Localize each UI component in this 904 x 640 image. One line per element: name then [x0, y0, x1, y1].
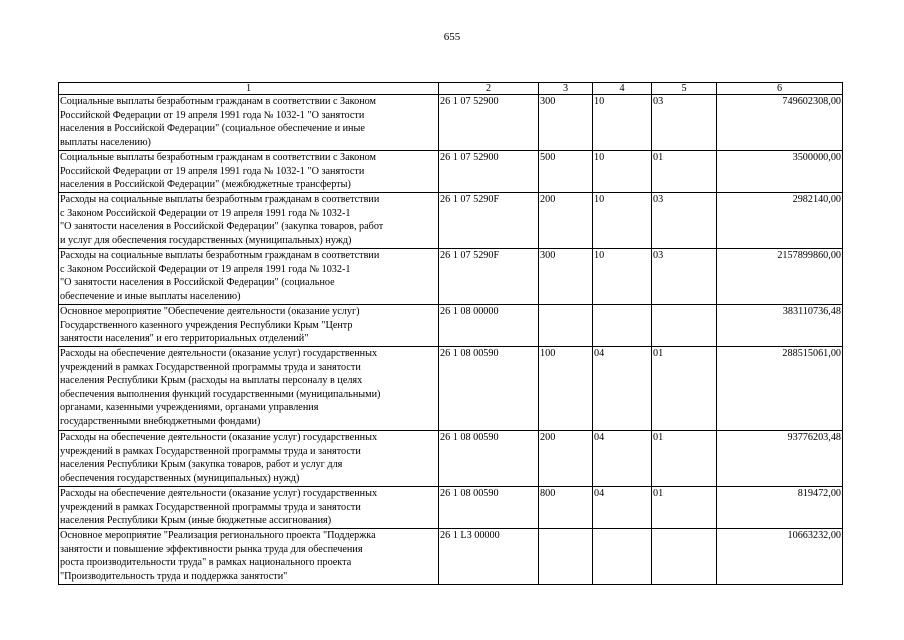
row-code: 26 1 07 52900: [439, 151, 539, 193]
row-subsection: [652, 529, 717, 585]
row-section: 04: [593, 487, 652, 529]
row-section: 10: [593, 193, 652, 249]
row-subsection: 03: [652, 95, 717, 151]
row-code: 26 1 08 00590: [439, 347, 539, 431]
row-section: [593, 529, 652, 585]
row-amount: 819472,00: [717, 487, 843, 529]
row-description: Основное мероприятие "Обеспечение деятельности (оказание услуг) Государственного казенного учреждения Республики Крым "Центр занятости населения" и его территориальных отделений": [59, 305, 439, 347]
row-expense-type: 800: [539, 487, 593, 529]
row-amount: 749602308,00: [717, 95, 843, 151]
row-expense-type: 200: [539, 431, 593, 487]
page-number: 655: [443, 31, 461, 43]
row-code: 26 1 08 00590: [439, 487, 539, 529]
row-subsection: 01: [652, 487, 717, 529]
row-subsection: 03: [652, 193, 717, 249]
row-amount: 10663232,00: [717, 529, 843, 585]
row-expense-type: 300: [539, 95, 593, 151]
row-code: 26 1 08 00590: [439, 431, 539, 487]
row-section: 04: [593, 347, 652, 431]
row-subsection: 01: [652, 347, 717, 431]
table-row: [59, 249, 843, 305]
row-amount: 383110736,48: [717, 305, 843, 347]
row-expense-type: 200: [539, 193, 593, 249]
row-subsection: 03: [652, 249, 717, 305]
row-description: Социальные выплаты безработным гражданам в соответствии с Законом Российской Федерации от 19 апреля 1991 года № 1032-1 "О занятости населения в Российской Федерации" (межбюджетные трансферты): [59, 151, 439, 193]
row-code: 26 1 07 5290F: [439, 249, 539, 305]
row-subsection: 01: [652, 151, 717, 193]
row-code: 26 1 L3 00000: [439, 529, 539, 585]
table-row: [59, 305, 843, 347]
row-section: 10: [593, 95, 652, 151]
row-amount: 93776203,48: [717, 431, 843, 487]
row-description: Расходы на обеспечение деятельности (оказание услуг) государственных учреждений в рамках Государственной программы труда и занятости населения Республики Крым (расходы на выплаты персоналу в целях обеспечения выполнения функций государственными (муниципальными) органами, казенными учреждениями, органами управления государственными внебюджетными фондами): [59, 347, 439, 431]
row-section: 10: [593, 249, 652, 305]
table-row: [59, 95, 843, 151]
table-header-row: [59, 83, 843, 95]
budget-table: [58, 82, 843, 585]
row-amount: 288515061,00: [717, 347, 843, 431]
header-col-1: 1: [59, 83, 439, 95]
row-description: Расходы на социальные выплаты безработным гражданам в соответствии с Законом Российской Федерации от 19 апреля 1991 года № 1032-1 "О занятости населения в Российской Федерации" (закупка товаров, работ и услуг для обеспечения государственных (муниципальных) нужд): [59, 193, 439, 249]
row-description: Расходы на обеспечение деятельности (оказание услуг) государственных учреждений в рамках Государственной программы труда и занятости населения Республики Крым (иные бюджетные ассигнования): [59, 487, 439, 529]
table-row: [59, 347, 843, 431]
row-section: 10: [593, 151, 652, 193]
row-amount: 2157899860,00: [717, 249, 843, 305]
row-code: 26 1 07 5290F: [439, 193, 539, 249]
row-subsection: 01: [652, 431, 717, 487]
row-subsection: [652, 305, 717, 347]
table-row: [59, 151, 843, 193]
row-section: 04: [593, 431, 652, 487]
header-col-2: 2: [439, 83, 539, 95]
header-col-3: 3: [539, 83, 593, 95]
table-row: [59, 431, 843, 487]
row-expense-type: [539, 305, 593, 347]
row-expense-type: [539, 529, 593, 585]
table-row: [59, 193, 843, 249]
row-description: Основное мероприятие "Реализация регионального проекта "Поддержка занятости и повышение эффективности рынка труда для обеспечения роста производительности труда" в рамках национального проекта "Производительность труда и поддержка занятости": [59, 529, 439, 585]
row-description: Расходы на социальные выплаты безработным гражданам в соответствии с Законом Российской Федерации от 19 апреля 1991 года № 1032-1 "О занятости населения в Российской Федерации" (социальное обеспечение и иные выплаты населению): [59, 249, 439, 305]
table-row: [59, 529, 843, 585]
row-section: [593, 305, 652, 347]
row-description: Расходы на обеспечение деятельности (оказание услуг) государственных учреждений в рамках Государственной программы труда и занятости населения Республики Крым (закупка товаров, работ и услуг для обеспечения государственных (муниципальных) нужд): [59, 431, 439, 487]
row-expense-type: 300: [539, 249, 593, 305]
header-col-5: 5: [652, 83, 717, 95]
row-expense-type: 100: [539, 347, 593, 431]
row-expense-type: 500: [539, 151, 593, 193]
row-code: 26 1 07 52900: [439, 95, 539, 151]
header-col-6: 6: [717, 83, 843, 95]
row-description: Социальные выплаты безработным гражданам в соответствии с Законом Российской Федерации от 19 апреля 1991 года № 1032-1 "О занятости населения в Российской Федерации" (социальное обеспечение и иные выплаты населению): [59, 95, 439, 151]
header-col-4: 4: [593, 83, 652, 95]
row-amount: 2982140,00: [717, 193, 843, 249]
row-code: 26 1 08 00000: [439, 305, 539, 347]
table-row: [59, 487, 843, 529]
row-amount: 3500000,00: [717, 151, 843, 193]
